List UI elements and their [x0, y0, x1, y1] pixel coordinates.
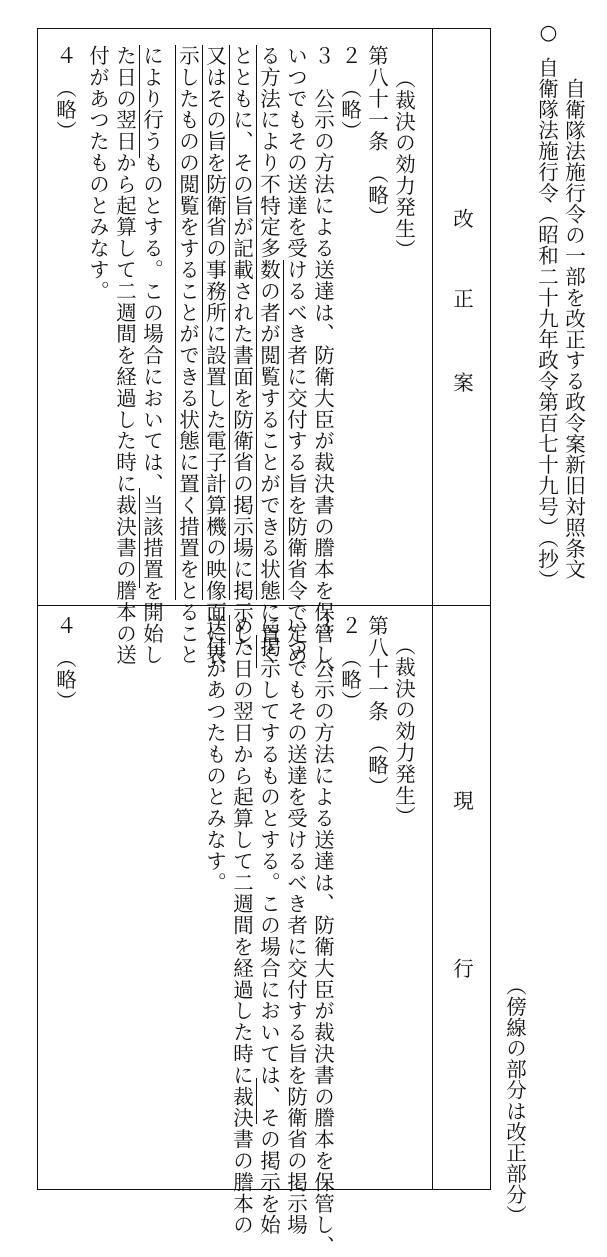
proposed-line-9: 示したものの閲覧をすることができる状態に置く措置をとること	[175, 45, 200, 666]
current-amendment-line-3	[229, 615, 230, 645]
proposed-line-11: た日の翌日から起算して二週間を経過した時に裁決書の謄本の送	[112, 45, 137, 666]
document-title: 自衛隊法施行令の一部を改正する政令案新旧対照条文	[561, 78, 586, 580]
proposed-amendment-line-4	[202, 45, 203, 600]
proposed-line-5: いつでもその送達を受けるべき者に交付する旨を防衛省令で定め	[283, 45, 308, 666]
proposed-line-3: ２ （略）	[337, 45, 362, 142]
proposed-line-4: ３ 公示の方法による送達は、防衛大臣が裁決書の謄本を保管し、	[310, 45, 335, 687]
proposed-header-char-1: 改	[449, 208, 474, 229]
current-line-4: ３ 公示の方法による送達は、防衛大臣が裁決書の謄本を保管し、	[310, 615, 335, 1257]
current-line-2: 第八十一条 （略）	[364, 615, 389, 798]
proposed-amendment-line-6	[139, 45, 140, 158]
proposed-amendment-line-2	[256, 45, 257, 600]
document-subtitle: 自衛隊法施行令（昭和二十九年政令第百七十九号）（抄）	[534, 57, 559, 591]
proposed-line-1: （裁決の効力発生）	[391, 68, 416, 261]
current-line-6: に掲示してするものとする。この場合においては、その掲示を始	[256, 615, 281, 1236]
proposed-amendment-line-7	[139, 488, 140, 588]
amendment-note: （傍線の部分は改正部分）	[502, 975, 527, 1226]
current-amendment-line-2	[256, 1078, 257, 1124]
proposed-line-13: ４ （略）	[52, 45, 77, 142]
proposed-line-12: 付があつたものとみなす。	[85, 45, 110, 302]
proposed-amendment-line-1	[283, 260, 284, 600]
proposed-line-8: 又はその旨を防衛省の事務所に設置した電子計算機の映像面に表	[202, 45, 227, 666]
proposed-line-2: 第八十一条 （略）	[364, 45, 389, 228]
proposed-line-7: とともに、その旨が記載された書面を防衛省の掲示場に掲示し、	[229, 45, 254, 666]
proposed-header-char-2: 正	[449, 288, 474, 309]
current-amendment-line-1	[256, 635, 257, 668]
proposed-header-char-3: 案	[449, 372, 474, 393]
current-header-char-1: 現	[449, 790, 474, 811]
proposed-line-10: により行うものとする。この場合においては、当該措置を開始し	[139, 45, 164, 666]
current-line-5: いつでもその送達を受けるべき者に交付する旨を防衛省の掲示場	[283, 615, 308, 1236]
current-line-3: ２ （略）	[337, 615, 362, 712]
header-column-divider	[432, 28, 433, 1190]
current-line-1: （裁決の効力発生）	[391, 635, 416, 828]
bullet-mark: ○	[536, 20, 561, 45]
current-line-9: ４ （略）	[52, 615, 77, 712]
proposed-amendment-line-3	[229, 45, 230, 600]
proposed-line-6: る方法により不特定多数の者が閲覧することができる状態に置く	[256, 45, 281, 666]
proposed-amendment-line-5	[175, 45, 176, 600]
current-line-7: めた日の翌日から起算して二週間を経過した時に裁決書の謄本の	[229, 615, 254, 1236]
current-header-char-2: 行	[449, 958, 474, 979]
current-line-8: 送付があつたものとみなす。	[202, 615, 227, 894]
